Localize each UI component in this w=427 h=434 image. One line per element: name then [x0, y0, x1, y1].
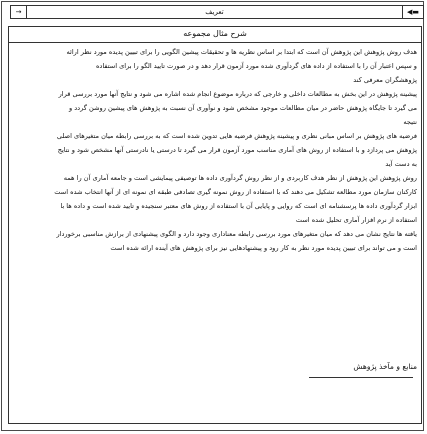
document-body — [13, 45, 417, 255]
text-line: پژوهش می پردازد و با استفاده از روش های آماری مناسب مورد آزمون قرار می گیرد تا درستی یا نادرستی آنها مشخص شود و نتایج — [57, 146, 417, 154]
scroll-control-icon[interactable]: ◀▬ — [407, 8, 419, 16]
back-arrow-icon[interactable]: → — [11, 6, 27, 18]
text-line: روش پژوهش این پژوهش از نظر هدف کاربردی و از نظر روش گردآوری داده ها توصیفی پیمایشی است و جامعه آماری آن را همه — [63, 174, 417, 182]
text-line: به دست آید — [385, 160, 417, 168]
text-line: پیشینه پژوهش در این بخش به مطالعات داخلی و خارجی که درباره موضوع انجام شده اشاره می شود و نتایج آنها مورد بررسی قرار — [58, 90, 417, 98]
title-divider — [9, 42, 421, 43]
footer-divider — [309, 377, 413, 378]
text-line: است و می تواند برای تبیین پدیده مورد نظر به کار رود و پیشنهادهایی نیز برای پژوهش های آینده ارائه شده است — [110, 244, 417, 252]
text-line: یافته ها نتایج نشان می دهد که میان متغیرهای مورد بررسی رابطه معناداری وجود دارد و الگوی پیشنهادی از برازش مناسبی برخوردار — [56, 230, 417, 238]
text-line: نتیجه — [403, 118, 417, 126]
text-line: هدف روش پژوهش این پژوهش آن است که ابتدا بر اساس نظریه ها و تحقیقات پیشین الگویی را برای تبیین پدیده مورد نظر ارائه — [66, 48, 417, 56]
text-line: فرضیه های پژوهش بر اساس مبانی نظری و پیشینه پژوهش فرضیه هایی تدوین شده است که به بررسی رابطه میان متغیرهای اصلی — [56, 132, 417, 140]
document-footer: منابع و مآخذ پژوهش — [353, 362, 417, 371]
document-page — [8, 26, 422, 424]
text-line: و سپس اعتبار آن را با استفاده از داده های گردآوری شده مورد آزمون قرار دهد و در صورت تایید الگو را برای استفاده — [95, 62, 417, 70]
text-line: کارکنان سازمان مورد مطالعه تشکیل می دهند که با استفاده از روش نمونه گیری تصادفی طبقه ای نمونه ای از آنها انتخاب شده است — [54, 188, 417, 196]
toolbar — [10, 5, 424, 19]
toolbar-title: تعريف — [27, 6, 403, 18]
text-line: می گیرد تا جایگاه پژوهش حاضر در میان مطالعات موجود مشخص شود و نوآوری آن نسبت به پژوهش های پیشین روشن گردد و — [68, 104, 417, 112]
text-line: ابزار گردآوری داده ها پرسشنامه ای است که روایی و پایایی آن با استفاده از روش های معتبر سنجیده و تایید شده است و داده ها با — [60, 202, 417, 210]
text-line: استفاده از نرم افزار آماری تحلیل شده است — [295, 216, 417, 224]
text-line: پژوهشگران معرفی کند — [353, 76, 417, 84]
page-title: شرح مثال مجموعه — [183, 29, 247, 38]
